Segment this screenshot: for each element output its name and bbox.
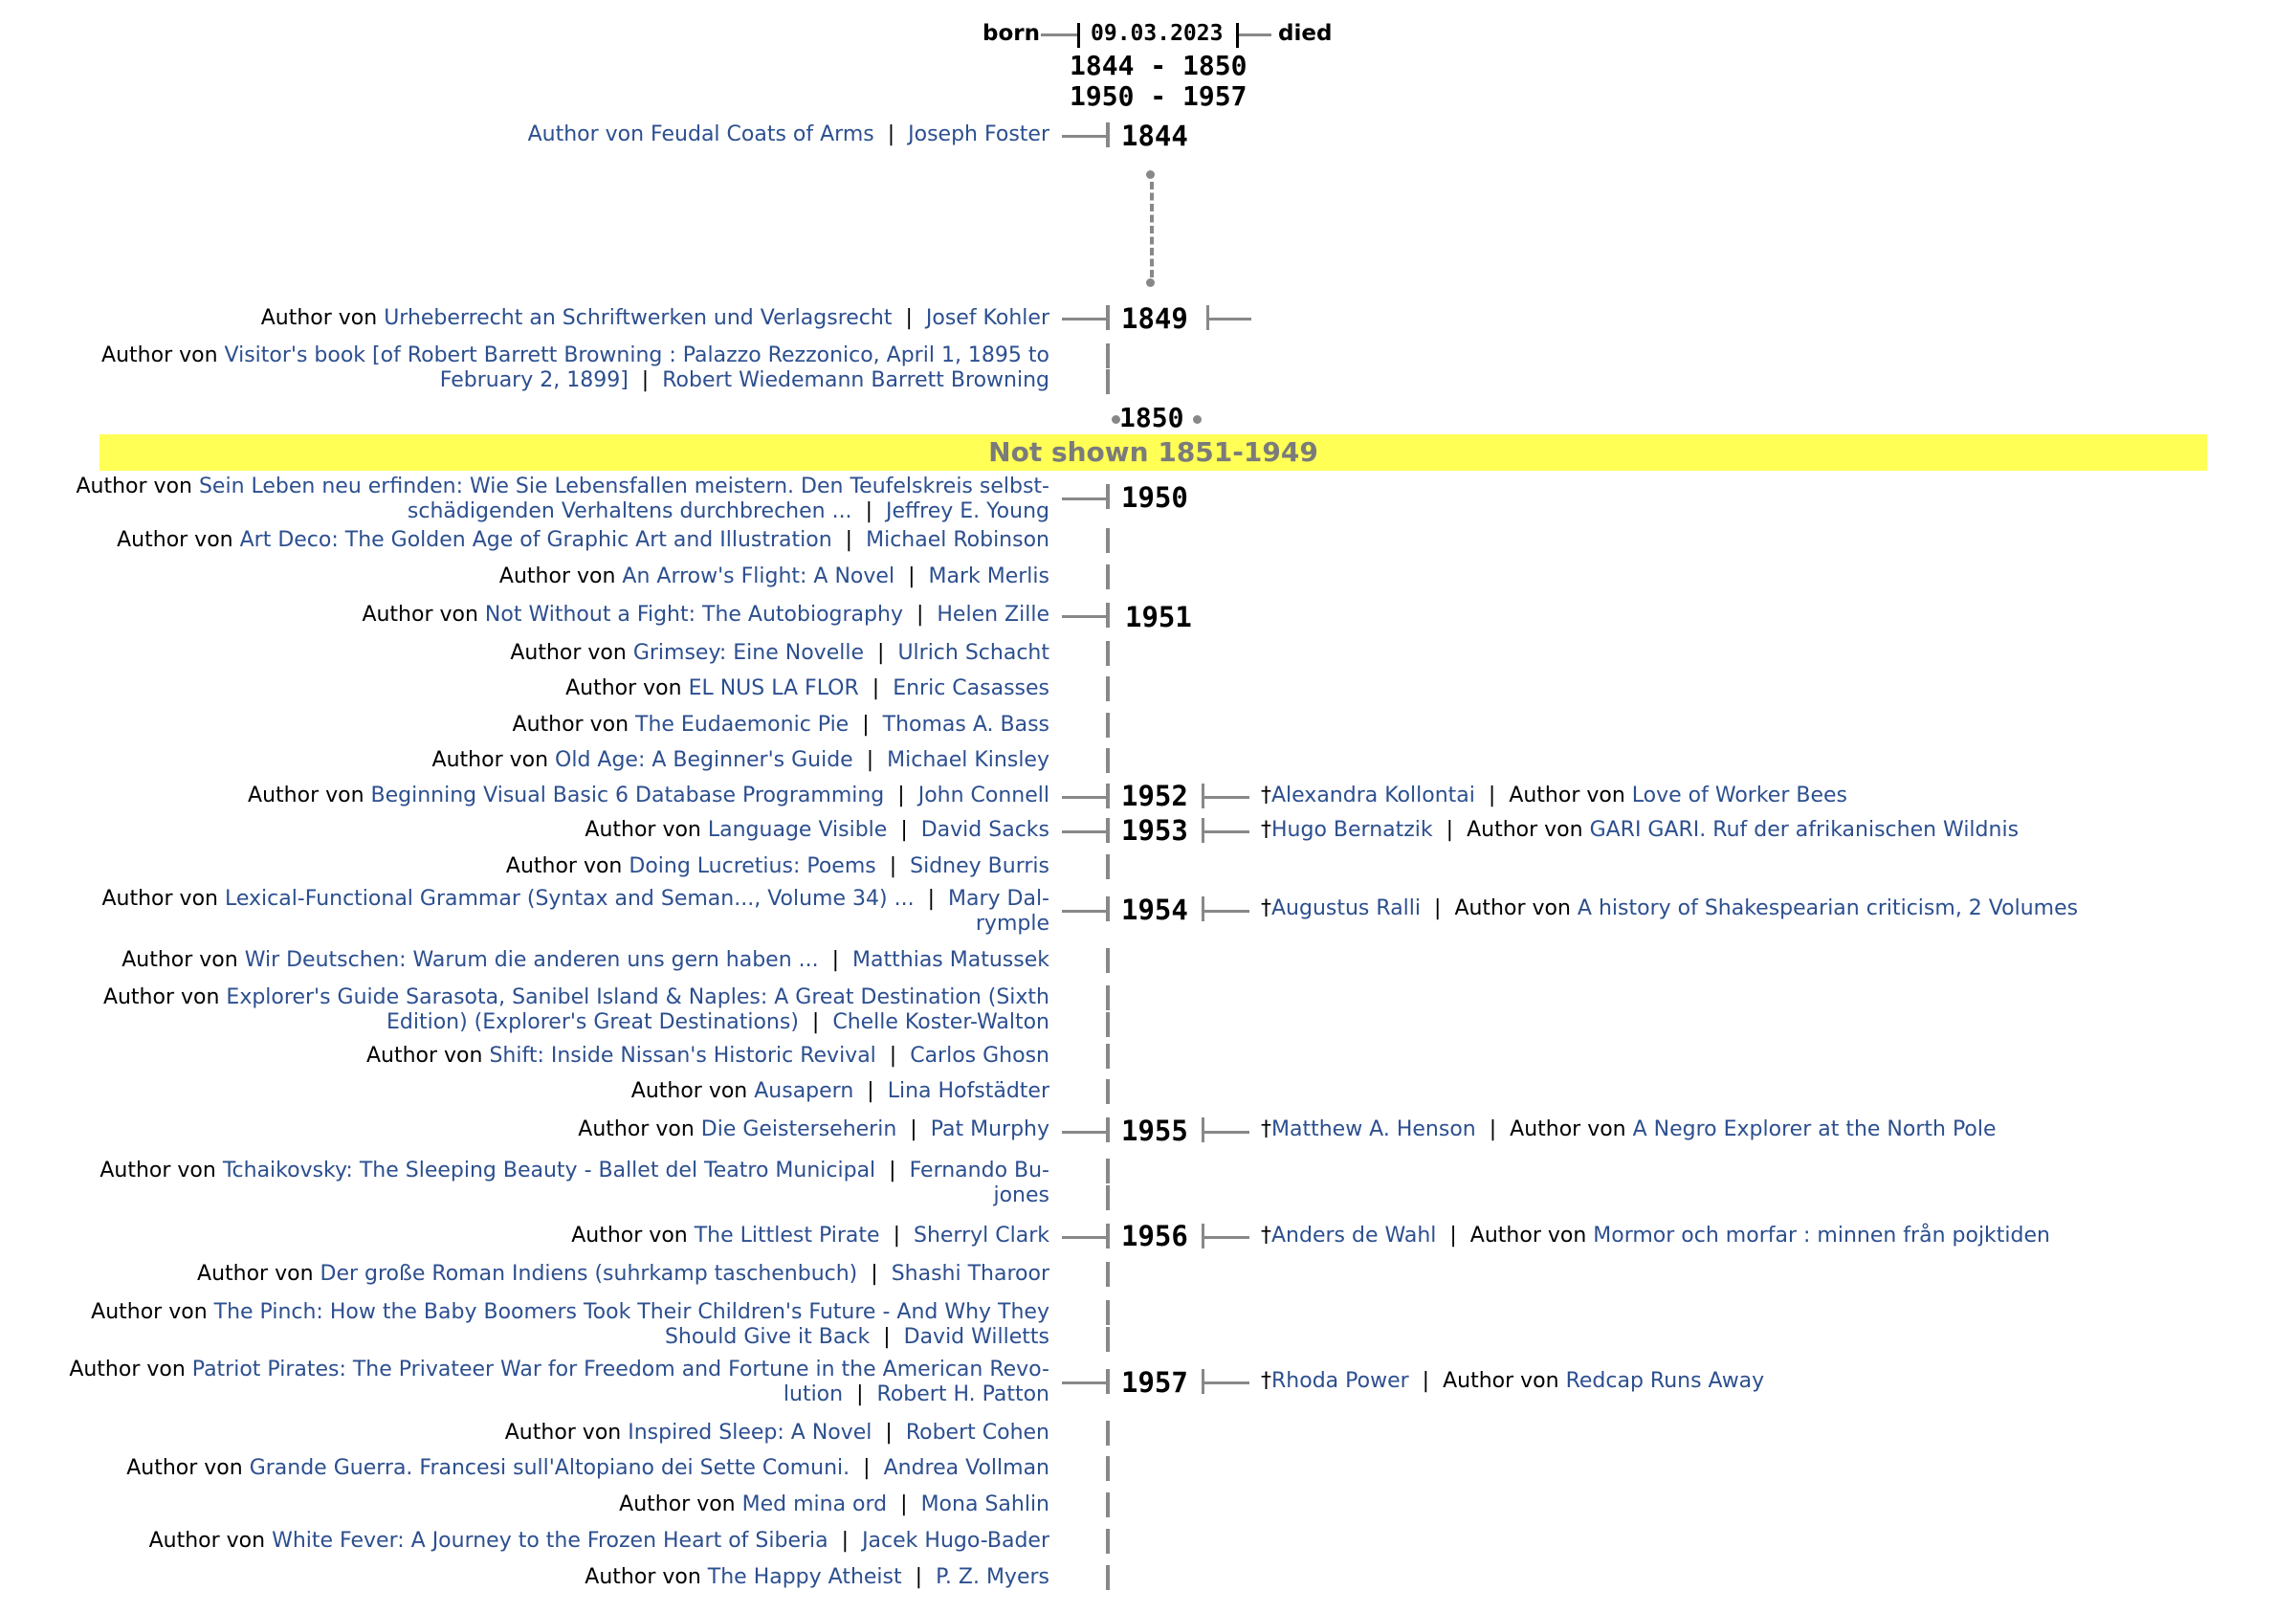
author-link[interactable]: Josef Kohler <box>925 306 1049 330</box>
timeline-tick <box>1106 603 1110 628</box>
death-connector <box>1204 830 1249 833</box>
book-title-link[interactable]: Tchaikovsky: The Sleeping Beauty - Ballet del Teatro Municipal <box>222 1159 876 1182</box>
book-title-link[interactable]: February 2, 1899] <box>439 368 629 392</box>
year-label: 1850 <box>1119 402 1184 433</box>
death-entry: †Anders de Wahl | Author von Mormor och morfar : minnen från pojktiden <box>1261 1224 2050 1248</box>
dagger-icon: † <box>1261 784 1271 807</box>
author-link[interactable]: Thomas A. Bass <box>882 713 1049 737</box>
timeline-tick <box>1106 1117 1110 1142</box>
author-link[interactable]: Carlos Ghosn <box>910 1044 1049 1068</box>
book-title-link[interactable]: Redcap Runs Away <box>1565 1369 1765 1393</box>
year-label: 1954 <box>1121 894 1188 926</box>
header-range-1: 1844 - 1850 <box>1070 50 1247 81</box>
born-label: born <box>982 21 1040 46</box>
list-item: Author von Art Deco: The Golden Age of Graphic Art and Illustration | Michael Robinson <box>117 528 1049 552</box>
book-title-link[interactable]: White Fever: A Journey to the Frozen Heart of Siberia <box>272 1529 828 1553</box>
dagger-icon: † <box>1261 1369 1271 1393</box>
not-shown-banner: Not shown 1851-1949 <box>99 434 2207 471</box>
book-title-link[interactable]: Wir Deutschen: Warum die anderen uns gern haben ... <box>244 948 819 972</box>
person-link[interactable]: Augustus Ralli <box>1271 896 1422 920</box>
book-title-link[interactable]: Explorer's Guide Sarasota, Sanibel Island & Naples: A Great Destination (Sixth <box>226 985 1049 1009</box>
author-link[interactable]: Sidney Burris <box>910 854 1049 878</box>
timeline-tick <box>1106 305 1110 330</box>
book-title-link[interactable]: Visitor's book [of Robert Barrett Browning : Palazzo Rezzonico, April 1, 1895 to <box>224 343 1049 367</box>
death-connector <box>1204 910 1249 913</box>
timeline-tick <box>1106 1079 1110 1104</box>
timeline-tick <box>1106 564 1110 589</box>
list-item: Author von Ausapern | Lina Hofstädter <box>630 1079 1049 1103</box>
list-item: Author von Not Without a Fight: The Autobiography | Helen Zille <box>362 603 1049 627</box>
gap-dot-top <box>1146 170 1155 179</box>
timeline-tick <box>1106 713 1110 738</box>
author-link[interactable]: Joseph Foster <box>908 122 1049 146</box>
book-title-link[interactable]: Language Visible <box>707 818 888 842</box>
timeline-connector <box>1062 1381 1108 1384</box>
timeline-tick <box>1106 748 1110 773</box>
author-link[interactable]: Pat Murphy <box>930 1117 1049 1141</box>
timeline-connector <box>1062 615 1108 618</box>
death-connector <box>1204 796 1249 799</box>
book-title-link[interactable]: GARI GARI. Ruf der afrikanischen Wildnis <box>1589 818 2020 842</box>
list-item: Author von Visitor's book [of Robert Barrett Browning : Palazzo Rezzonico, April 1, 1895 to February 2, 1899] | Robert Wiedemann Barrett Browning <box>101 343 1049 392</box>
list-item: Author von Feudal Coats of Arms | Joseph Foster <box>527 122 1049 146</box>
book-title-link[interactable]: Doing Lucretius: Poems <box>629 854 876 878</box>
book-title-link[interactable]: A history of Shakespearian criticism, 2 Volumes <box>1577 896 2079 920</box>
book-title-link[interactable]: Grimsey: Eine Novelle <box>632 641 865 665</box>
year-label: 1950 <box>1121 481 1188 514</box>
author-link[interactable]: Ulrich Schacht <box>897 641 1049 665</box>
born-connector <box>1041 33 1077 36</box>
list-item: Author von Tchaikovsky: The Sleeping Beauty - Ballet del Teatro Municipal | Fernando Bu- jones <box>99 1159 1049 1207</box>
timeline-connector <box>1062 135 1108 138</box>
author-link[interactable]: John Connell <box>917 784 1049 807</box>
list-item: Author von EL NUS LA FLOR | Enric Casasses <box>565 676 1049 700</box>
dagger-icon: † <box>1261 896 1271 920</box>
timeline-tick <box>1106 1369 1110 1394</box>
timeline-tick <box>1106 1456 1110 1481</box>
timeline-tick <box>1106 676 1110 701</box>
author-link[interactable]: Sherryl Clark <box>913 1224 1049 1248</box>
timeline-tick <box>1106 985 1110 1010</box>
timeline-connector <box>1062 910 1108 913</box>
list-item: Author von The Pinch: How the Baby Boomers Took Their Children's Future - And Why They Should Give it Back | David Willetts <box>91 1300 1049 1349</box>
book-title-link[interactable]: Edition) (Explorer's Great Destinations) <box>386 1010 799 1034</box>
death-connector <box>1204 1236 1249 1239</box>
book-title-link[interactable]: The Pinch: How the Baby Boomers Took Their Children's Future - And Why They <box>213 1300 1049 1324</box>
year-label: 1957 <box>1121 1366 1188 1399</box>
dagger-icon: † <box>1261 1224 1271 1248</box>
book-title-link[interactable]: The Littlest Pirate <box>694 1224 880 1248</box>
timeline-tick <box>1106 948 1110 973</box>
author-link[interactable]: Jeffrey E. Young <box>885 499 1049 523</box>
list-item: Author von Old Age: A Beginner's Guide | Michael Kinsley <box>431 748 1049 772</box>
author-link[interactable]: P. Z. Myers <box>936 1565 1049 1589</box>
author-link[interactable]: David Sacks <box>920 818 1049 842</box>
gap-dot-bottom <box>1146 278 1155 287</box>
timeline-tick <box>1106 1262 1110 1287</box>
author-link[interactable]: Michael Kinsley <box>887 748 1049 772</box>
year-label: 1956 <box>1121 1220 1188 1252</box>
book-title-link[interactable]: An Arrow's Flight: A Novel <box>622 564 895 588</box>
book-title-link[interactable]: schädigenden Verhaltens durchbrechen ... <box>407 499 852 523</box>
timeline-tick <box>1106 1044 1110 1069</box>
book-title-link[interactable]: Med mina ord <box>741 1492 888 1516</box>
timeline-tick <box>1106 122 1110 147</box>
list-item: Author von Urheberrecht an Schriftwerken und Verlagsrecht | Josef Kohler <box>260 306 1049 330</box>
author-link[interactable]: Jacek Hugo-Bader <box>862 1529 1049 1553</box>
person-link[interactable]: Hugo Bernatzik <box>1271 818 1433 842</box>
book-title-link[interactable]: Sein Leben neu erfinden: Wie Sie Lebensfallen meistern. Den Teufelskreis selbst- <box>198 475 1049 498</box>
book-title-link[interactable]: Inspired Sleep: A Novel <box>628 1421 872 1445</box>
list-item: Author von Wir Deutschen: Warum die anderen uns gern haben ... | Matthias Matussek <box>121 948 1049 972</box>
gap-dashed-line <box>1150 182 1154 277</box>
death-tick <box>1202 1117 1204 1142</box>
timeline-connector <box>1062 497 1108 500</box>
timeline-tick <box>1106 896 1110 921</box>
header-range-2: 1950 - 1957 <box>1070 80 1247 112</box>
author-link[interactable]: Mary Dal- <box>948 887 1049 911</box>
book-title-link[interactable]: Lexical-Functional Grammar (Syntax and Seman..., Volume 34) ... <box>224 887 915 911</box>
list-item: Author von Grimsey: Eine Novelle | Ulrich Schacht <box>510 641 1049 665</box>
death-entry: †Hugo Bernatzik | Author von GARI GARI. Ruf der afrikanischen Wildnis <box>1261 818 2020 842</box>
list-item: Author von The Eudaemonic Pie | Thomas A. Bass <box>512 713 1049 737</box>
author-link[interactable]: Robert H. Patton <box>876 1382 1049 1406</box>
book-title-link[interactable]: The Happy Atheist <box>707 1565 902 1589</box>
author-link[interactable]: Shashi Tharoor <box>891 1262 1049 1286</box>
book-title-link[interactable]: EL NUS LA FLOR <box>688 676 859 700</box>
author-link[interactable]: Chelle Koster-Walton <box>832 1010 1049 1034</box>
death-entry: †Augustus Ralli | Author von A history of Shakespearian criticism, 2 Volumes <box>1261 896 2079 920</box>
book-title-link[interactable]: Shift: Inside Nissan's Historic Revival <box>489 1044 876 1068</box>
timeline-tick <box>1106 1421 1110 1446</box>
list-item: Author von White Fever: A Journey to the Frozen Heart of Siberia | Jacek Hugo-Bader <box>148 1529 1049 1553</box>
list-item: Author von Die Geisterseherin | Pat Murphy <box>578 1117 1049 1141</box>
list-item: Author von Med mina ord | Mona Sahlin <box>619 1492 1049 1516</box>
author-link[interactable]: Andrea Vollman <box>883 1456 1049 1480</box>
death-entry: †Alexandra Kollontai | Author von Love of Worker Bees <box>1261 784 1847 807</box>
author-link[interactable]: Enric Casasses <box>893 676 1049 700</box>
book-title-link[interactable]: Die Geisterseherin <box>700 1117 897 1141</box>
list-item: Author von Language Visible | David Sacks <box>585 818 1049 842</box>
author-link[interactable]: Matthias Matussek <box>852 948 1049 972</box>
year-label: 1951 <box>1125 601 1192 633</box>
author-link[interactable]: Fernando Bu- <box>909 1159 1049 1182</box>
list-item: Author von Doing Lucretius: Poems | Sidney Burris <box>505 854 1049 878</box>
death-connector <box>1204 1381 1249 1384</box>
timeline-tick <box>1106 343 1110 368</box>
book-title-link[interactable]: Urheberrecht an Schriftwerken und Verlagsrecht <box>384 306 893 330</box>
year-label: 1953 <box>1121 814 1188 847</box>
book-title-link[interactable]: Grande Guerra. Francesi sull'Altopiano dei Sette Comuni. <box>249 1456 850 1480</box>
timeline-connector <box>1062 796 1108 799</box>
book-title-link[interactable]: Love of Worker Bees <box>1631 784 1847 807</box>
author-link[interactable]: Robert Wiedemann Barrett Browning <box>662 368 1049 392</box>
book-title-link[interactable]: Old Age: A Beginner's Guide <box>555 748 853 772</box>
timeline-tick <box>1106 854 1110 879</box>
year-label: 1849 <box>1121 302 1188 335</box>
author-link[interactable]: jones <box>993 1183 1049 1207</box>
list-item: Author von The Happy Atheist | P. Z. Myers <box>585 1565 1049 1589</box>
list-item: Author von Lexical-Functional Grammar (Syntax and Seman..., Volume 34) ... | Mary Dal- rymple <box>101 887 1049 936</box>
book-title-link[interactable]: Should Give it Back <box>664 1325 871 1349</box>
author-link[interactable]: Mona Sahlin <box>920 1492 1049 1516</box>
person-link[interactable]: Matthew A. Henson <box>1271 1117 1476 1141</box>
timeline-tick <box>1106 1224 1110 1248</box>
dagger-icon: † <box>1261 1117 1271 1141</box>
timeline-connector <box>1062 318 1108 320</box>
death-entry: †Matthew A. Henson | Author von A Negro Explorer at the North Pole <box>1261 1117 1997 1141</box>
list-item: Author von Sein Leben neu erfinden: Wie Sie Lebensfallen meistern. Den Teufelskreis selbst- schädigenden Verhaltens durchbrechen ... | Jeffrey E. Young <box>76 475 1049 523</box>
timeline-connector <box>1062 830 1108 833</box>
book-title-link[interactable]: The Eudaemonic Pie <box>635 713 850 737</box>
book-title-link[interactable]: Patriot Pirates: The Privateer War for Freedom and Fortune in the American Revo- <box>191 1358 1049 1381</box>
timeline-tick <box>1106 484 1110 509</box>
list-item: Author von Der große Roman Indiens (suhrkamp taschenbuch) | Shashi Tharoor <box>197 1262 1049 1286</box>
dot-icon <box>1193 415 1202 424</box>
died-label: died <box>1278 21 1333 46</box>
list-item: Author von An Arrow's Flight: A Novel | Mark Merlis <box>498 564 1049 588</box>
timeline-connector <box>1062 1131 1108 1134</box>
book-title-link[interactable]: Der große Roman Indiens (suhrkamp taschenbuch) <box>320 1262 858 1286</box>
person-link[interactable]: Rhoda Power <box>1271 1369 1409 1393</box>
timeline-tick <box>1106 1327 1110 1352</box>
death-connector <box>1209 318 1251 320</box>
header-date: 09.03.2023 <box>1091 21 1224 46</box>
book-title-link[interactable]: Mormor och morfar : minnen från pojktiden <box>1593 1224 2050 1248</box>
timeline-tick <box>1106 369 1110 394</box>
book-title-link[interactable]: Beginning Visual Basic 6 Database Programming <box>370 784 885 807</box>
timeline-tick <box>1106 1529 1110 1554</box>
book-title-link[interactable]: Art Deco: The Golden Age of Graphic Art and Illustration <box>239 528 832 552</box>
timeline-tick <box>1106 641 1110 666</box>
list-item: Author von Shift: Inside Nissan's Historic Revival | Carlos Ghosn <box>365 1044 1049 1068</box>
death-entry: †Rhoda Power | Author von Redcap Runs Away <box>1261 1369 1765 1393</box>
timeline-tick <box>1106 1159 1110 1183</box>
person-link[interactable]: Anders de Wahl <box>1271 1224 1437 1248</box>
dagger-icon: † <box>1261 818 1271 842</box>
timeline-tick <box>1106 1300 1110 1325</box>
timeline-tick <box>1106 1492 1110 1517</box>
year-label: 1844 <box>1121 120 1188 152</box>
death-tick <box>1202 896 1204 921</box>
book-title-link[interactable]: Author von Feudal Coats of Arms <box>527 122 874 146</box>
timeline-tick <box>1106 818 1110 843</box>
death-connector <box>1204 1131 1249 1134</box>
author-link[interactable]: Mark Merlis <box>928 564 1049 588</box>
list-item: Author von Patriot Pirates: The Privateer War for Freedom and Fortune in the American Revo- lution | Robert H. Patton <box>69 1358 1049 1406</box>
born-tick <box>1077 23 1080 48</box>
author-link[interactable]: David Willetts <box>903 1325 1049 1349</box>
list-item: Author von Inspired Sleep: A Novel | Robert Cohen <box>504 1421 1049 1445</box>
list-item: Author von Grande Guerra. Francesi sull'Altopiano dei Sette Comuni. | Andrea Vollman <box>126 1456 1049 1480</box>
list-item: Author von Beginning Visual Basic 6 Database Programming | John Connell <box>248 784 1049 807</box>
died-connector <box>1239 33 1271 36</box>
book-title-link[interactable]: Not Without a Fight: The Autobiography <box>484 603 903 627</box>
author-link[interactable]: Helen Zille <box>937 603 1049 627</box>
timeline-tick <box>1106 1565 1110 1590</box>
book-title-link[interactable]: lution <box>783 1382 844 1406</box>
author-link[interactable]: rymple <box>975 912 1049 936</box>
list-item: Author von The Littlest Pirate | Sherryl Clark <box>571 1224 1049 1248</box>
book-title-link[interactable]: Ausapern <box>754 1079 854 1103</box>
timeline-tick <box>1106 1012 1110 1037</box>
author-link[interactable]: Robert Cohen <box>905 1421 1049 1445</box>
book-title-link[interactable]: A Negro Explorer at the North Pole <box>1632 1117 1997 1141</box>
timeline-tick <box>1106 784 1110 808</box>
timeline-tick <box>1106 1185 1110 1210</box>
person-link[interactable]: Alexandra Kollontai <box>1271 784 1475 807</box>
list-item: Author von Explorer's Guide Sarasota, Sanibel Island & Naples: A Great Destination (Sixth Edition) (Explorer's Great Destinations) | Chelle Koster-Walton <box>102 985 1049 1034</box>
author-link[interactable]: Michael Robinson <box>866 528 1049 552</box>
timeline-tick <box>1106 528 1110 553</box>
year-label: 1955 <box>1121 1115 1188 1147</box>
author-link[interactable]: Lina Hofstädter <box>887 1079 1049 1103</box>
year-label: 1952 <box>1121 780 1188 812</box>
timeline-connector <box>1062 1236 1108 1239</box>
